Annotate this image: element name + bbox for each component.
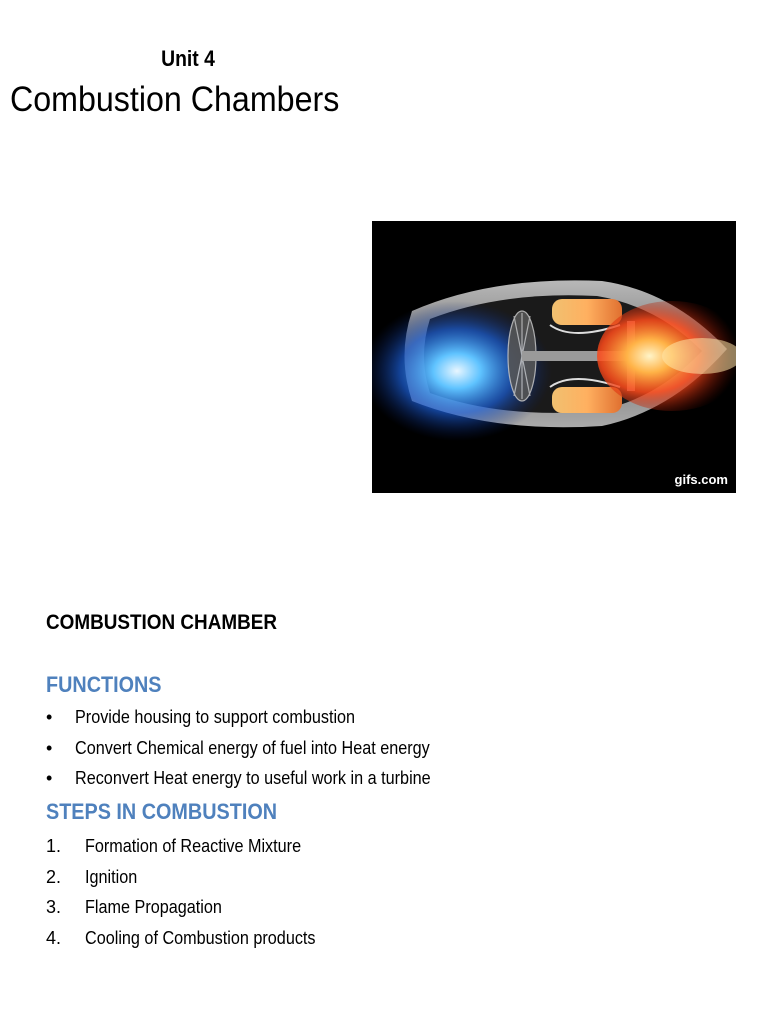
bullet-icon: •: [46, 707, 53, 727]
bullet-icon: •: [46, 768, 53, 788]
jet-engine-figure: [372, 221, 736, 493]
steps-heading: STEPS IN COMBUSTION: [46, 799, 278, 824]
page-title: Combustion Chambers: [10, 80, 340, 119]
jet-engine-icon: [372, 221, 736, 493]
unit-label: Unit 4: [161, 46, 215, 71]
functions-heading: FUNCTIONS: [46, 672, 162, 697]
bullet-icon: •: [46, 737, 53, 758]
section-heading: COMBUSTION CHAMBER: [46, 611, 277, 634]
watermark-text: gifs.com: [674, 472, 728, 487]
